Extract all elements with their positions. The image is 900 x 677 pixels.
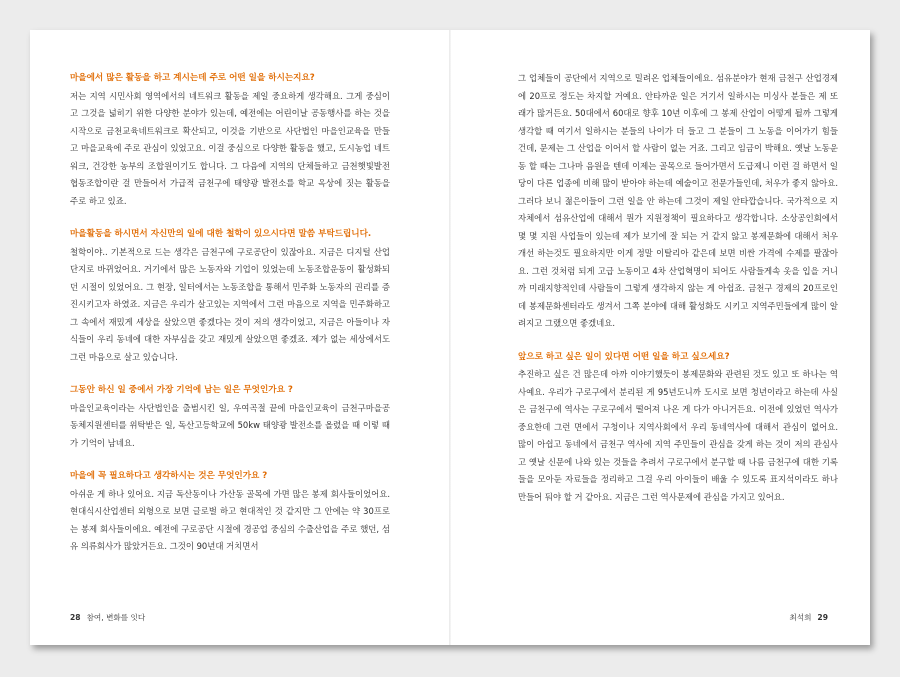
page-number: 28 xyxy=(70,613,81,622)
book-gutter xyxy=(449,30,451,645)
book-spread xyxy=(30,30,870,645)
question-heading: 마을활동을 하시면서 자신만의 일에 대한 철학이 있으시다면 말씀 부탁드립니다. xyxy=(70,229,372,239)
left-folio xyxy=(70,612,145,623)
page-number: 29 xyxy=(817,613,828,622)
running-title: 최석희 xyxy=(789,613,812,622)
question-heading: 마을에 꼭 필요하다고 생각하시는 것은 무엇인가요 ? xyxy=(70,471,268,481)
answer-paragraph: 철학이야.. 기본적으로 드는 생각은 금천구에 구로공단이 있잖아요. 지금은 디지털 산업 단지로 바뀌었어요. 거기에서 많은 노동자와 기업이 있었는데 노동조합운동이 활성화되던 시절이 있었어요. 그 현장, 일터에서는 노동조합을 통해서 민주화 노동자의 권리를 증진시키고자 하였죠. 지금은 우리가 살고있는 지역에서 그런 마음으로 지역을 민주화하고 그 속에서 재밌게 세상을 살았으면 좋겠다는 것이 저의 생각이었고, 지금은 아들이나 자식들이 우리 동네에 대한 자부심을 갖고 재밌게 살았으면 좋겠죠. 제가 없는 세상에서도 그런 마음으로 살고 있습니다. xyxy=(70,246,390,362)
answer-paragraph: 추진하고 싶은 건 많은데 아까 이야기했듯이 봉제문화와 관련된 것도 있고 또 하나는 역사예요. 우리가 구로구에서 분리된 게 95년도니까 도시로 보면 청년이라고 하는데 사실은 금천구에 역사는 구로구에서 떨어져 나온 게 다가 아니거든요. 이전에 있었던 역사가 중요한데 그런 면에서 구청이나 지역사회에서 우리 동네역사에 대해서 관심이 없어요. 많이 아쉽고 동네에서 금천구 역사에 지역 주민들이 관심을 갖게 하는 것이 저의 관심사고 옛날 신문에 나와 있는 것들을 추려서 구로구에서 분구할 때 나름 금천구에 대한 기록들을 모아둔 자료들을 정리하고 그걸 우리 아이들이 배울 수 있도록 표지석이라도 하나 만들어 둬야 할 거 같아요. 지금은 그런 역사문제에 관심을 가지고 있어요. xyxy=(518,369,838,502)
running-title: 참여, 변화를 잇다 xyxy=(86,613,146,622)
answer-paragraph: 아쉬운 게 하나 있어요. 지금 독산동이나 가산동 골목에 가면 많은 봉제 회사들이었어요. 현대식시산업센터 외형으로 보면 글로벌 하고 현대적인 것 같지만 그 안에는 약 30프로는 봉제 회사들이에요. 예전에 구로공단 시절에 경공업 중심의 수출산업을 주로 했던, 섬유 의류회사가 많았거든요. 그것이 90년대 거치면서 xyxy=(70,488,390,551)
answer-paragraph: 마을인교육이라는 사단법인을 출범시킨 일, 우여곡절 끝에 마을인교육이 금천구마을공동체지원센터를 위탁받은 일, 독산고등학교에 50kw 태양광 발전소를 올렸을 때 이렇 때가 기억이 남네요. xyxy=(70,402,390,448)
right-folio xyxy=(789,612,828,623)
answer-paragraph: 저는 지역 시민사회 영역에서의 네트워크 활동을 제일 중요하게 생각해요. 그게 중심이고 그것을 넓히기 위한 다양한 분야가 있는데, 예전에는 어린이날 공동행사를 하는 것을 시작으로 금천교육네트워크로 확산되고, 이것을 기반으로 사단법인 마을인교육을 만들고 마을교육에 주로 관심이 있었고요. 이걸 중심으로 다양한 활동을 했고, 도시농업 네트워크, 건강한 농부의 조합원이기도 합니다. 그 다음에 지역의 단체들하고 금천햇빛발전협동조합이란 걸 만들어서 가급적 금천구에 태양광 발전소를 학교 옥상에 짓는 활동을 주로 하고 있죠. xyxy=(70,90,390,206)
question-heading: 그동안 하신 일 중에서 가장 기억에 남는 일은 무엇인가요 ? xyxy=(70,385,293,395)
right-page xyxy=(518,70,838,514)
question-heading: 앞으로 하고 싶은 일이 있다면 어떤 일을 하고 싶으세요? xyxy=(518,351,730,362)
answer-paragraph: 그 업체들이 공단에서 지역으로 밀려온 업체들이에요. 섬유분야가 현재 금천구 산업경제에 20프로 정도는 차지할 거예요. 안타까운 일은 거기서 일하시는 미싱사 분들은 제 또래가 많거든요. 50대에서 60대로 향후 10년 이후에 그 봉제 산업이 어떻게 될까 그렇게 생각할 때 여기서 일하시는 분들의 나이가 더 들고 그 분들이 그 노동을 이어가기 힘들 건데, 문제는 그 산업을 이어서 할 사람이 없는 거죠. 그리고 임금이 박해요. 옛날 노동운동 할 때는 그나마 음원을 텐데 이제는 골목으로 들어가면서 도급제니 이런 걸 하면서 일당이 다른 업종에 비해 많이 받아야 하는데 예술이고 전문가들인데, 처우가 좋지 않아요. 그러다 보니 젊은이들이 그런 일을 안 하는데 그것이 제일 안타깝습니다. 국가적으로 지자체에서 섬유산업에 대해서 뭔가 지원정책이 필요하다고 생각합니다. 소상공인회에서 몇 몇 지원 사업들이 있는데 제가 보기에 잘 되는 거 같지 않고 봉제문화에 대해서 처우개선 하는것도 필요하지만 이게 정말 이탈리아 같은데 보면 비싼 가격에 수제를 팔잖아요. 그런 것처럼 되게 고급 노동이고 4차 산업혁명이 되어도 사람들게속 옷을 입을 거니까 미래지향적인데 사람들이 그렇게 생각하지 않는 게 아쉽죠. 금천구 경제의 20프로인데 봉제문화센터라도 생겨서 그쪽 분야에 대해 활성화도 시키고 지역주민들에게 많이 알려지고 그랬으면 좋겠네요. xyxy=(518,73,838,328)
question-heading: 마을에서 많은 활동을 하고 계시는데 주로 어떤 일을 하시는지요? xyxy=(70,73,315,83)
left-page xyxy=(70,70,390,564)
